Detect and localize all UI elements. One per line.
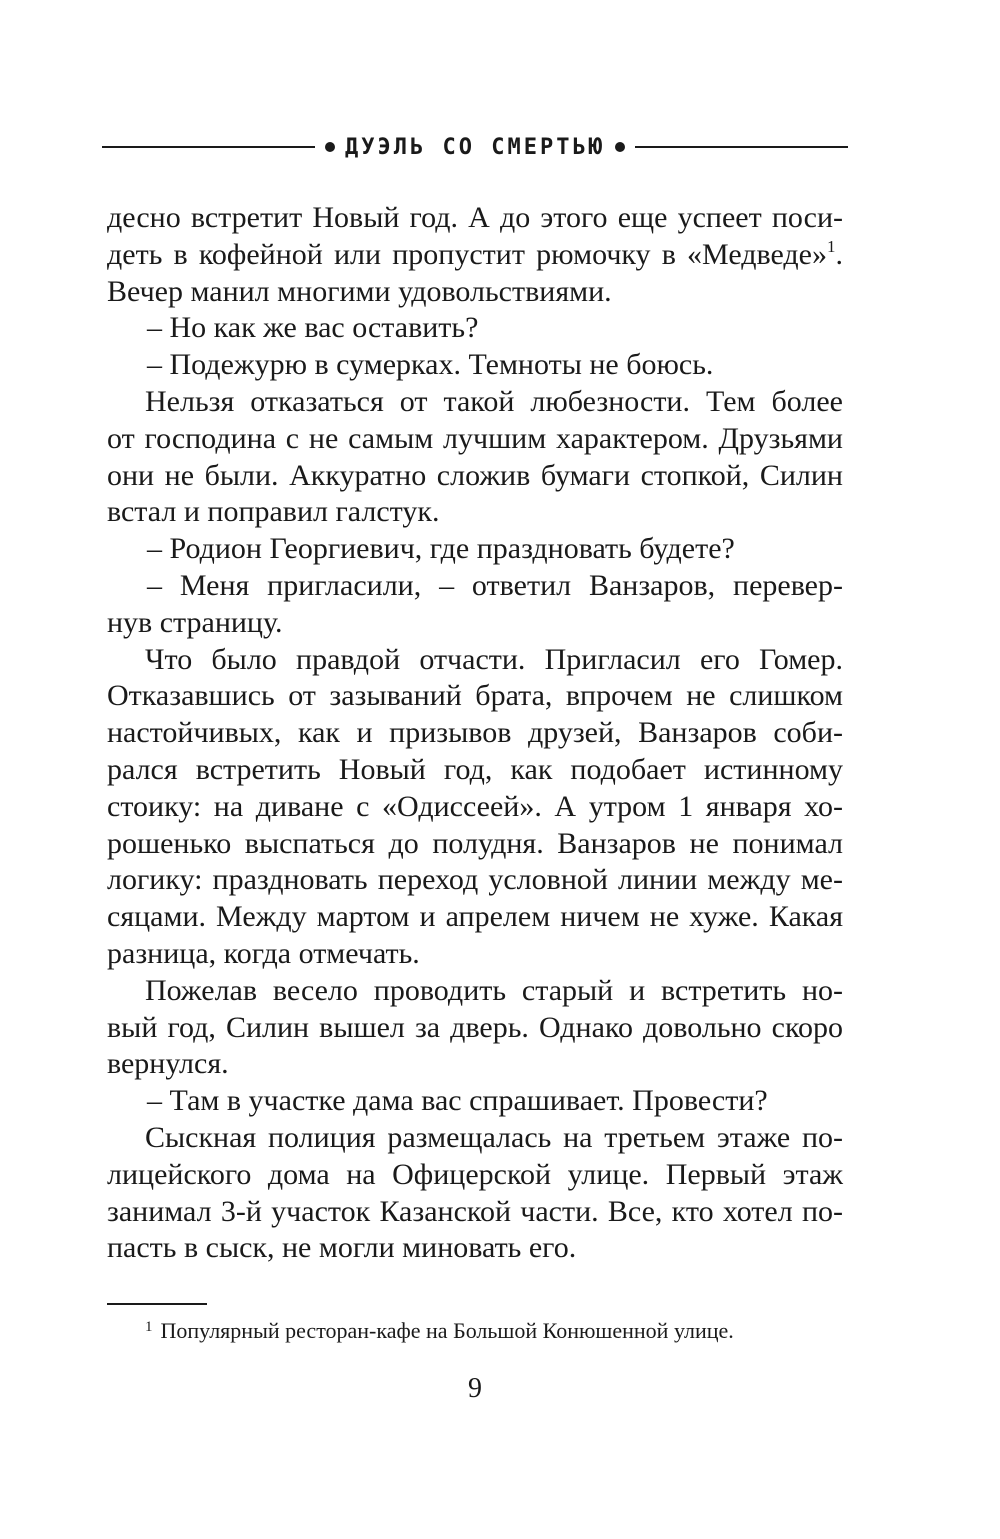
text-line: рошенько выспаться до полудня. Ванзаров не понимал (107, 826, 843, 860)
text-line: пасть в сыск, не могли миновать его. (107, 1231, 577, 1265)
footnote-number: 1 (145, 1319, 153, 1335)
dialog-line: – Меня пригласили, – ответил Ванзаров, перевер- (147, 568, 843, 602)
text-line: встал и поправил галстук. (107, 495, 440, 529)
footnote-separator (107, 1303, 207, 1305)
text-line: настойчивых, как и призывов друзей, Ванзаров соби- (107, 716, 843, 750)
header-rule-right (635, 146, 848, 148)
dialog-line: – Родион Георгиевич, где праздновать будете? (147, 532, 735, 566)
text-line: Вечер манил многими удовольствиями. (107, 274, 612, 308)
text-line: Отказавшись от зазываний брата, впрочем не слишком (107, 679, 843, 713)
header-bullet-left-icon (325, 142, 335, 152)
text-line: вернулся. (107, 1047, 229, 1081)
text-line: вый год, Силин вышел за дверь. Однако довольно скоро (107, 1010, 843, 1044)
text-line: сяцами. Между мартом и апрелем ничем не хуже. Какая (107, 900, 843, 934)
footnote-reference: 1 (827, 236, 836, 256)
text-line: Сыскная полиция размещалась на третьем этаже по- (145, 1120, 843, 1154)
text-line: деть в кофейной или пропустит рюмочку в «Медведе»$^1$. (107, 236, 843, 271)
text-line: логику: праздновать переход условной линии между ме- (107, 863, 843, 897)
footnote-text: Популярный ресторан-кафе на Большой Конюшенной улице. (160, 1318, 734, 1343)
text-line: они не были. Аккуратно сложив бумаги стопкой, Силин (107, 458, 843, 492)
header-bullet-right-icon (615, 142, 625, 152)
text-line: лицейского дома на Офицерской улице. Первый этаж (107, 1157, 843, 1191)
text-line: Пожелав весело проводить старый и встретить но- (145, 973, 843, 1007)
text-line: стоику: на диване с «Одиссеей». А утром 1 января хо- (107, 789, 843, 823)
text-line: разница, когда отмечать. (107, 936, 420, 970)
dialog-line: – Подежурю в сумерках. Темноты не боюсь. (147, 348, 714, 382)
text-line: занимал 3-й участок Казанской части. Все, кто хотел по- (107, 1194, 843, 1228)
dialog-line: – Там в участке дама вас спрашивает. Провести? (147, 1084, 768, 1118)
text-line: нув страницу. (107, 605, 283, 639)
header-rule-left (102, 146, 315, 148)
footnote (145, 1313, 845, 1345)
text-line: Что было правдой отчасти. Пригласил его Гомер. (145, 642, 843, 676)
dialog-line: – Но как же вас оставить? (147, 311, 479, 345)
text-line: Нельзя отказаться от такой любезности. Тем более (145, 384, 843, 418)
text-line: рался встретить Новый год, как подобает истинному (107, 752, 843, 786)
running-header-title: ДУЭЛЬ СО СМЕРТЬЮ (345, 134, 605, 160)
running-header (102, 132, 848, 162)
page-number: 9 (468, 1373, 482, 1404)
body-text (107, 200, 843, 1267)
text-line: от господина с не самым лучшим характером. Друзьями (107, 421, 843, 455)
text-line: десно встретит Новый год. А до этого еще успеет поси- (107, 201, 843, 234)
